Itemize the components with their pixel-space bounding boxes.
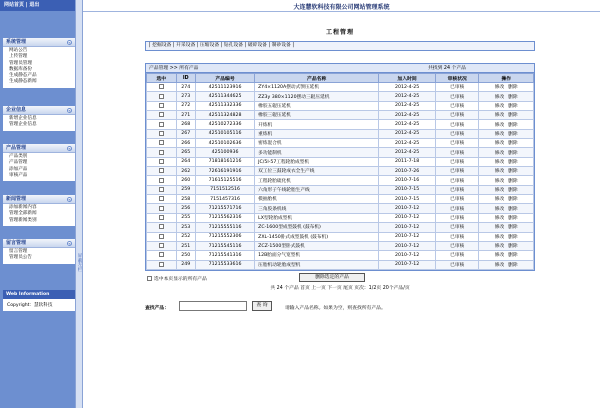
row-code: 42510272336	[195, 120, 254, 129]
edit-link[interactable]: 修改	[494, 94, 505, 100]
edit-link[interactable]: 修改	[494, 85, 505, 91]
row-code: 42511344625	[195, 92, 254, 101]
row-id: 271	[176, 111, 195, 120]
delete-link[interactable]: 删除	[508, 234, 518, 240]
row-checkbox[interactable]	[159, 262, 164, 267]
row-code: 72616191916	[195, 167, 254, 176]
menu-messages-header[interactable]: 留言管理 «	[3, 239, 75, 248]
row-select-cell	[147, 204, 177, 213]
row-id: 272	[176, 101, 195, 110]
row-status: 已审核	[436, 83, 479, 92]
row-select-cell	[147, 139, 177, 148]
row-date: 2010-7-12	[379, 204, 436, 213]
edit-link[interactable]: 修改	[494, 197, 505, 203]
row-actions	[479, 251, 534, 260]
table-row	[147, 111, 534, 120]
row-select-cell	[147, 148, 177, 157]
row-name[interactable]: ZC-1600型成型鼓机 (鼓布机)	[255, 223, 379, 232]
row-code: 71215545116	[195, 241, 254, 250]
row-date: 2012-4-25	[379, 83, 436, 92]
row-status: 已审核	[436, 213, 479, 222]
menu-item-add-news[interactable]: 添加新闻内容	[9, 205, 37, 210]
row-select-cell	[147, 241, 177, 250]
row-code: 42511332336	[195, 101, 254, 110]
row-checkbox[interactable]	[159, 150, 164, 155]
category-link[interactable]: 钻孔设备	[223, 43, 244, 48]
search-button[interactable]: 查 询	[252, 301, 272, 311]
menu-products	[3, 144, 75, 181]
menu-item-manage-company[interactable]: 管理企业信息	[9, 122, 37, 128]
search-row	[145, 301, 535, 313]
row-code: 71215552306	[195, 232, 254, 241]
row-checkbox[interactable]	[159, 168, 164, 173]
row-actions	[479, 92, 534, 101]
edit-link[interactable]: 修改	[494, 103, 505, 109]
row-id: 256	[176, 204, 195, 213]
menu-item-static-products[interactable]: 生成静态产品	[9, 73, 37, 79]
row-date: 2010-7-12	[379, 232, 436, 241]
row-status: 已审核	[436, 241, 479, 250]
logout-link[interactable]: 退出	[29, 2, 40, 8]
row-name[interactable]: 工程轮胎硫化机	[255, 176, 379, 185]
sidebar	[0, 0, 75, 408]
menu-item-static-news[interactable]: 生成静态新闻	[9, 79, 37, 85]
row-code: 71215571716	[195, 204, 254, 213]
row-name[interactable]: 橡胶三辊压延机	[255, 111, 379, 120]
menu-news	[3, 195, 75, 226]
menu-item-product-category[interactable]: 产品类别	[9, 154, 28, 159]
row-id: 274	[176, 83, 195, 92]
row-date: 2012-4-25	[379, 111, 436, 120]
menu-company-header[interactable]: 企业信息 «	[3, 106, 75, 115]
search-hint: 请输入产品名称。如果为空，则查找所有产品。	[285, 305, 386, 311]
edit-link[interactable]: 修改	[494, 141, 505, 147]
delete-link[interactable]: 删除	[508, 169, 518, 175]
row-name[interactable]: LX型轮胎成型机	[255, 213, 379, 222]
row-checkbox[interactable]	[159, 178, 164, 183]
header-divider	[83, 11, 600, 12]
row-date: 2012-4-25	[379, 148, 436, 157]
table-row	[147, 195, 534, 204]
table-row	[147, 83, 534, 92]
row-actions	[479, 232, 534, 241]
menu-item-manage-news[interactable]: 管理全部新闻	[9, 211, 37, 217]
delete-link[interactable]: 删除	[508, 159, 518, 165]
collapse-icon[interactable]: «	[68, 241, 71, 246]
row-code: 7151512516	[195, 185, 254, 194]
row-checkbox[interactable]	[159, 215, 164, 220]
row-code: 7151457316	[195, 195, 254, 204]
row-id: 266	[176, 139, 195, 148]
row-code: 71818161216	[195, 157, 254, 166]
table-row	[147, 223, 534, 232]
table-row	[147, 139, 534, 148]
row-date: 2010-7-12	[379, 223, 436, 232]
table-row	[147, 148, 534, 157]
row-code: 71215562316	[195, 213, 254, 222]
total-count: 共找到 24 个产品	[428, 66, 466, 71]
row-id: 258	[176, 195, 195, 204]
menu-item-admin-notice[interactable]: 管理员公告	[9, 255, 32, 261]
delete-link[interactable]: 删除	[508, 215, 518, 221]
row-select-cell	[147, 223, 177, 232]
category-link[interactable]: 制砂设备	[271, 43, 291, 48]
delete-link[interactable]: 删除	[508, 206, 518, 212]
edit-link[interactable]: 修改	[494, 150, 505, 156]
row-name[interactable]: JC/5l-57工程轮胎成型机	[255, 157, 379, 166]
edit-link[interactable]: 修改	[494, 169, 505, 175]
row-actions	[479, 139, 534, 148]
breadcrumb: 产品管理 >> 所有产品	[149, 66, 199, 71]
table-row	[147, 167, 534, 176]
row-checkbox[interactable]	[159, 224, 164, 229]
edit-link[interactable]: 修改	[494, 215, 505, 221]
menu-item-messages[interactable]: 留言管理	[9, 249, 28, 254]
row-checkbox[interactable]	[159, 252, 164, 257]
col-date: 加入时间	[379, 74, 436, 83]
table-row	[147, 129, 534, 138]
row-checkbox[interactable]	[159, 196, 164, 201]
row-status: 已审核	[436, 204, 479, 213]
table-row	[147, 213, 534, 222]
search-label: 查找产品：	[145, 305, 169, 311]
product-list	[145, 63, 535, 271]
delete-link[interactable]: 删除	[508, 178, 518, 184]
edit-link[interactable]: 修改	[494, 206, 505, 212]
row-select-cell	[147, 176, 177, 185]
row-code: 71615125516	[195, 176, 254, 185]
row-name[interactable]: 双工位三鼓轮成衣全生产线	[255, 167, 379, 176]
collapse-icon[interactable]: «	[68, 146, 71, 151]
main-area	[83, 0, 600, 408]
menu-item-product-manage[interactable]: 产品管理	[9, 160, 28, 166]
bulk-actions	[145, 273, 535, 283]
edit-link[interactable]: 修改	[494, 131, 505, 137]
edit-link[interactable]: 修改	[494, 178, 505, 184]
delete-link[interactable]: 删除	[508, 94, 518, 100]
table-header-row	[147, 74, 534, 83]
row-status: 已审核	[436, 176, 479, 185]
row-status: 已审核	[436, 101, 479, 110]
row-checkbox[interactable]	[159, 94, 164, 99]
edit-link[interactable]: 修改	[494, 113, 505, 119]
copyright-text: Copyright：慧软科技	[3, 299, 75, 311]
menu-messages	[3, 239, 75, 264]
delete-link[interactable]: 删除	[508, 262, 518, 268]
section-title: 工程管理	[325, 29, 354, 36]
row-date: 2012-4-25	[379, 120, 436, 129]
row-id: 264	[176, 157, 195, 166]
edit-link[interactable]: 修改	[494, 122, 505, 128]
row-status: 已审核	[436, 139, 479, 148]
row-id: 268	[176, 120, 195, 129]
menu-item-news-category[interactable]: 管理新闻类别	[9, 217, 37, 223]
row-code: 425100936	[195, 148, 254, 157]
row-status: 已审核	[436, 185, 479, 194]
row-id: 249	[176, 260, 195, 269]
row-select-cell	[147, 120, 177, 129]
row-id: 273	[176, 92, 195, 101]
table-row	[147, 251, 534, 260]
content-panel	[145, 27, 535, 313]
row-code: 42510105116	[195, 129, 254, 138]
col-code: 产品编号	[195, 74, 254, 83]
row-name[interactable]: 橡胶五辊压延机	[255, 101, 379, 110]
row-status: 已审核	[436, 232, 479, 241]
row-code: 71215533616	[195, 260, 254, 269]
collapse-icon[interactable]: «	[68, 108, 71, 113]
row-date: 2010-7-12	[379, 213, 436, 222]
row-status: 已审核	[436, 251, 479, 260]
row-select-cell	[147, 185, 177, 194]
table-row	[147, 92, 534, 101]
row-actions	[479, 260, 534, 269]
menu-item-add-company[interactable]: 新增企业信息	[9, 116, 37, 121]
row-id: 265	[176, 148, 195, 157]
row-date: 2010-7-15	[379, 195, 436, 204]
row-select-cell	[147, 167, 177, 176]
menu-item-admins[interactable]: 管理员管理	[9, 60, 32, 66]
row-checkbox[interactable]	[159, 159, 164, 164]
row-checkbox[interactable]	[159, 206, 164, 211]
row-name[interactable]: 密炼混合机	[255, 139, 379, 148]
edit-link[interactable]: 修改	[494, 244, 505, 250]
hide-sidebar-label[interactable]: 屏蔽左栏	[77, 254, 83, 273]
select-all[interactable]	[147, 275, 207, 282]
row-select-cell	[147, 129, 177, 138]
row-date: 2010-7-12	[379, 251, 436, 260]
row-status: 已审核	[436, 148, 479, 157]
row-actions	[479, 129, 534, 138]
row-actions	[479, 148, 534, 157]
menu-item-announcement[interactable]: 网站公告	[9, 48, 28, 53]
home-link[interactable]: 网站首页	[4, 2, 25, 8]
table-row	[147, 101, 534, 110]
row-name[interactable]: 模抽胎机	[255, 195, 379, 204]
row-checkbox[interactable]	[159, 234, 164, 239]
delete-link[interactable]: 删除	[508, 113, 518, 119]
row-date: 2011-7-18	[379, 157, 436, 166]
row-id: 260	[176, 176, 195, 185]
table-row	[147, 232, 534, 241]
row-checkbox[interactable]	[159, 140, 164, 145]
row-date: 2010-7-12	[379, 241, 436, 250]
row-select-cell	[147, 260, 177, 269]
row-code: 42510102636	[195, 139, 254, 148]
delete-link[interactable]: 删除	[508, 141, 518, 147]
collapse-icon[interactable]: «	[68, 40, 71, 45]
row-status: 已审核	[436, 167, 479, 176]
row-actions	[479, 213, 534, 222]
delete-link[interactable]: 删除	[508, 122, 518, 128]
row-select-cell	[147, 195, 177, 204]
row-status: 已审核	[436, 129, 479, 138]
row-checkbox[interactable]	[159, 112, 164, 117]
table-row	[147, 260, 534, 269]
menu-item-db-backup[interactable]: 数据库备份	[9, 66, 32, 72]
row-actions	[479, 83, 534, 92]
row-actions	[479, 223, 534, 232]
row-checkbox[interactable]	[159, 84, 164, 89]
pagination[interactable]: 共 24 个产品 首页 上一页 下一页 尾页 页次：1/2页 20个产品/页	[270, 285, 410, 291]
category-link[interactable]: 开采设备	[176, 43, 196, 48]
row-select-cell	[147, 213, 177, 222]
edit-link[interactable]: 修改	[494, 253, 505, 259]
row-date: 2010-7-26	[379, 167, 436, 176]
row-id: 250	[176, 251, 195, 260]
row-actions	[479, 195, 534, 204]
menu-company	[3, 106, 75, 131]
row-id: 251	[176, 241, 195, 250]
collapse-icon[interactable]: «	[68, 197, 71, 202]
row-date: 2010-7-12	[379, 260, 436, 269]
select-all-checkbox[interactable]	[147, 276, 152, 281]
page-title: 大连慧软科技有限公司网站管理系统	[293, 4, 390, 11]
row-status: 已审核	[436, 92, 479, 101]
table-body	[147, 83, 534, 270]
col-status: 审核状况	[436, 74, 479, 83]
row-name[interactable]: ZY4×1120A摆动式颚压延机	[255, 83, 379, 92]
row-id: 255	[176, 213, 195, 222]
row-name[interactable]: ZCZ-1500型卧式鼓机	[255, 241, 379, 250]
row-checkbox[interactable]	[159, 243, 164, 248]
row-name[interactable]: ZXL-1450卧式成型鼓机 (鼓布机)	[255, 232, 379, 241]
row-name[interactable]: 三角胶条机线	[255, 204, 379, 213]
menu-news-header[interactable]: 新闻管理 «	[3, 195, 75, 204]
edit-link[interactable]: 修改	[494, 159, 505, 165]
row-name[interactable]: 多功能制机	[255, 148, 379, 157]
row-name[interactable]: 六角形子午线轮胎生产线	[255, 185, 379, 194]
product-table	[146, 73, 534, 270]
row-actions	[479, 176, 534, 185]
delete-link[interactable]: 删除	[508, 244, 518, 250]
col-select: 选中	[147, 74, 177, 83]
delete-selected-button[interactable]: 删除选定的产品	[299, 273, 365, 282]
row-code: 42511123916	[195, 83, 254, 92]
row-status: 已审核	[436, 260, 479, 269]
row-name[interactable]: 压胎机动轮胎成型机	[255, 260, 379, 269]
table-row	[147, 185, 534, 194]
row-id: 253	[176, 223, 195, 232]
row-select-cell	[147, 157, 177, 166]
row-name[interactable]: 开炼机	[255, 120, 379, 129]
copyright-header: Web Information	[3, 290, 75, 299]
row-code: 42511324828	[195, 111, 254, 120]
row-actions	[479, 204, 534, 213]
search-input[interactable]	[179, 301, 247, 311]
row-actions	[479, 111, 534, 120]
row-select-cell	[147, 111, 177, 120]
row-name[interactable]: ZZ3y 380×1120摆动三辊压延机	[255, 92, 379, 101]
table-row	[147, 120, 534, 129]
row-name[interactable]: 12B胎面分气宽型机	[255, 251, 379, 260]
row-status: 已审核	[436, 195, 479, 204]
table-row	[147, 157, 534, 166]
menu-products-header[interactable]: 产品管理 «	[3, 144, 75, 153]
row-select-cell	[147, 251, 177, 260]
table-row	[147, 204, 534, 213]
menu-system-header[interactable]: 系统管理 «	[3, 38, 75, 47]
row-status: 已审核	[436, 157, 479, 166]
category-link[interactable]: 破碎设备	[247, 43, 267, 48]
col-id: ID	[176, 74, 195, 83]
edit-link[interactable]: 修改	[494, 262, 505, 268]
list-header	[146, 64, 534, 73]
row-select-cell	[147, 232, 177, 241]
menu-item-upload[interactable]: 上传管理	[9, 54, 28, 60]
delete-link[interactable]: 删除	[508, 197, 518, 203]
row-id: 262	[176, 167, 195, 176]
row-actions	[479, 157, 534, 166]
menu-item-review-product[interactable]: 审核产品	[9, 172, 28, 178]
row-date: 2012-4-25	[379, 92, 436, 101]
delete-link[interactable]: 删除	[508, 225, 518, 231]
sidebar-toggle-bar[interactable]	[75, 0, 83, 408]
delete-link[interactable]: 删除	[508, 103, 518, 109]
col-actions: 操作	[479, 74, 534, 83]
sidebar-topbar: 网站首页 | 退出	[0, 0, 75, 11]
row-status: 已审核	[436, 120, 479, 129]
row-name[interactable]: 重炼机	[255, 129, 379, 138]
menu-system	[3, 38, 75, 88]
row-actions	[479, 241, 534, 250]
row-status: 已审核	[436, 111, 479, 120]
delete-link[interactable]: 删除	[508, 150, 518, 156]
row-status: 已审核	[436, 223, 479, 232]
row-checkbox[interactable]	[159, 103, 164, 108]
row-actions	[479, 185, 534, 194]
row-select-cell	[147, 101, 177, 110]
edit-link[interactable]: 修改	[494, 187, 505, 193]
delete-link[interactable]: 删除	[508, 85, 518, 91]
row-select-cell	[147, 92, 177, 101]
select-all-label: 选中本页显示的所有产品	[154, 276, 207, 282]
category-bar: | 挖掘设备 | 开采设备 | 压缩设备 | 钻孔设备 | 破碎设备 | 制砂设备 |	[145, 41, 535, 51]
row-actions	[479, 167, 534, 176]
delete-link[interactable]: 删除	[508, 253, 518, 259]
menu-item-add-product[interactable]: 添加产品	[9, 166, 28, 172]
row-date: 2010-7-16	[379, 176, 436, 185]
row-checkbox[interactable]	[159, 122, 164, 127]
row-code: 71215541316	[195, 251, 254, 260]
copyright-box	[3, 290, 75, 311]
category-link[interactable]: 挖掘设备	[152, 43, 172, 48]
col-name: 产品名称	[255, 74, 379, 83]
category-link[interactable]: 压缩设备	[199, 43, 220, 48]
row-id: 252	[176, 232, 195, 241]
row-checkbox[interactable]	[159, 187, 164, 192]
edit-link[interactable]: 修改	[494, 225, 505, 231]
delete-link[interactable]: 删除	[508, 131, 518, 137]
delete-link[interactable]: 删除	[508, 187, 518, 193]
row-actions	[479, 101, 534, 110]
row-date: 2012-4-25	[379, 139, 436, 148]
row-id: 259	[176, 185, 195, 194]
table-row	[147, 176, 534, 185]
row-select-cell	[147, 83, 177, 92]
row-date: 2010-7-15	[379, 185, 436, 194]
row-date: 2012-4-25	[379, 129, 436, 138]
edit-link[interactable]: 修改	[494, 234, 505, 240]
table-row	[147, 241, 534, 250]
row-code: 71215555116	[195, 223, 254, 232]
row-checkbox[interactable]	[159, 131, 164, 136]
row-date: 2012-4-25	[379, 101, 436, 110]
row-id: 267	[176, 129, 195, 138]
row-actions	[479, 120, 534, 129]
